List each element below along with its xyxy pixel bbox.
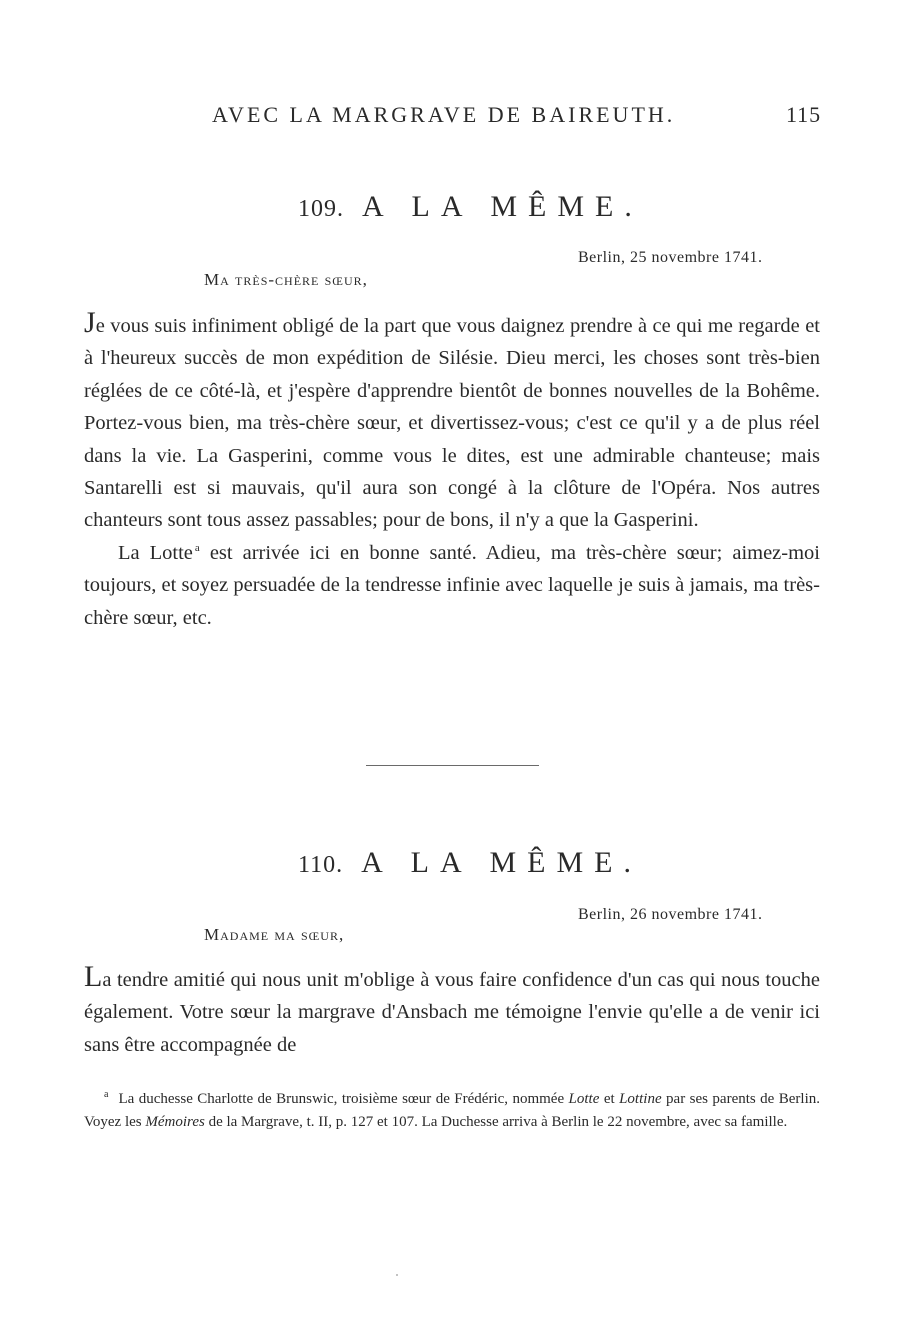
paragraph — [84, 308, 820, 537]
section-divider — [366, 765, 539, 766]
footnote-italic: Lottine — [619, 1091, 662, 1107]
paragraph — [84, 537, 820, 634]
dateline: Berlin, 26 novembre 1741. — [578, 906, 763, 923]
letter-number: 109. — [298, 196, 344, 222]
paragraph-text: a tendre amitié qui nous unit m'oblige à vous faire confidence d'un cas qui nous touche également. Votre sœur la margrave d'Ansbach me témoigne l'envie qu'elle a de venir ici sans être accompagnée de — [84, 969, 820, 1056]
footnote-text: par ses parents de Berlin. Voyez les — [84, 1091, 821, 1130]
paragraph-text: La Lotte — [118, 541, 193, 564]
paragraph — [84, 962, 820, 1061]
letter-109-body — [84, 308, 820, 634]
letter-title: A LA MÊME. — [361, 846, 642, 879]
footnote-text: de la Margrave, t. II, p. 127 et 107. La Duchesse arriva à Berlin le 22 novembre, avec sa famille. — [204, 1113, 788, 1130]
initial-letter: J — [84, 306, 96, 339]
footnote-mark: a — [104, 1089, 109, 1100]
page-number: 115 — [786, 102, 822, 127]
running-title: AVEC LA MARGRAVE DE BAIREUTH. — [212, 102, 676, 127]
footnote-text: et — [599, 1091, 620, 1107]
salutation: Madame ma sœur, — [204, 925, 345, 944]
letter-110-body — [84, 962, 820, 1061]
paragraph-text: est arrivée ici en bonne santé. Adieu, ma très-chère sœur; aimez-moi toujours, et soyez persuadée de la tendresse infinie avec laquelle je suis à jamais, ma très-chère sœur, etc. — [84, 541, 820, 629]
footnote-italic: Mémoires — [145, 1113, 205, 1130]
letter-title: A LA MÊME. — [362, 190, 643, 223]
salutation: Ma très-chère sœur, — [204, 270, 368, 289]
letter-109-heading — [298, 190, 643, 224]
footnote-italic: Lotte — [568, 1091, 600, 1107]
footnote-text: La duchesse Charlotte de Brunswic, troisième sœur de Frédéric, nommée — [118, 1091, 569, 1107]
footnote — [84, 1088, 820, 1133]
page-speck — [396, 1274, 398, 1276]
initial-letter: L — [84, 960, 103, 993]
dateline: Berlin, 25 novembre 1741. — [578, 249, 763, 266]
letter-110-heading — [298, 846, 642, 880]
letter-number: 110. — [298, 852, 344, 878]
footnote-reference: a — [194, 542, 200, 555]
paragraph-text: e vous suis infiniment obligé de la part que vous daignez prendre à ce qui me regarde et à l'heureux succès de mon expédition de Silésie. Dieu merci, les choses sont très-bien réglées de ce côté-là, et j'espère d'apprendre bientôt de bonnes nouvelles de la Bohême. Portez-vous bien, ma très-chère sœur, et divertissez-vous; c'est ce qu'il y a de plus réel dans la vie. La Gasperini, comme vous le dites, est une admirable chanteuse; mais Santarelli est si mauvais, qu'il aura son congé à la clôture de l'Opéra. Nos autres chanteurs sont tous assez passables; pour de bons, il n'y a que la Gasperini. — [84, 315, 820, 532]
